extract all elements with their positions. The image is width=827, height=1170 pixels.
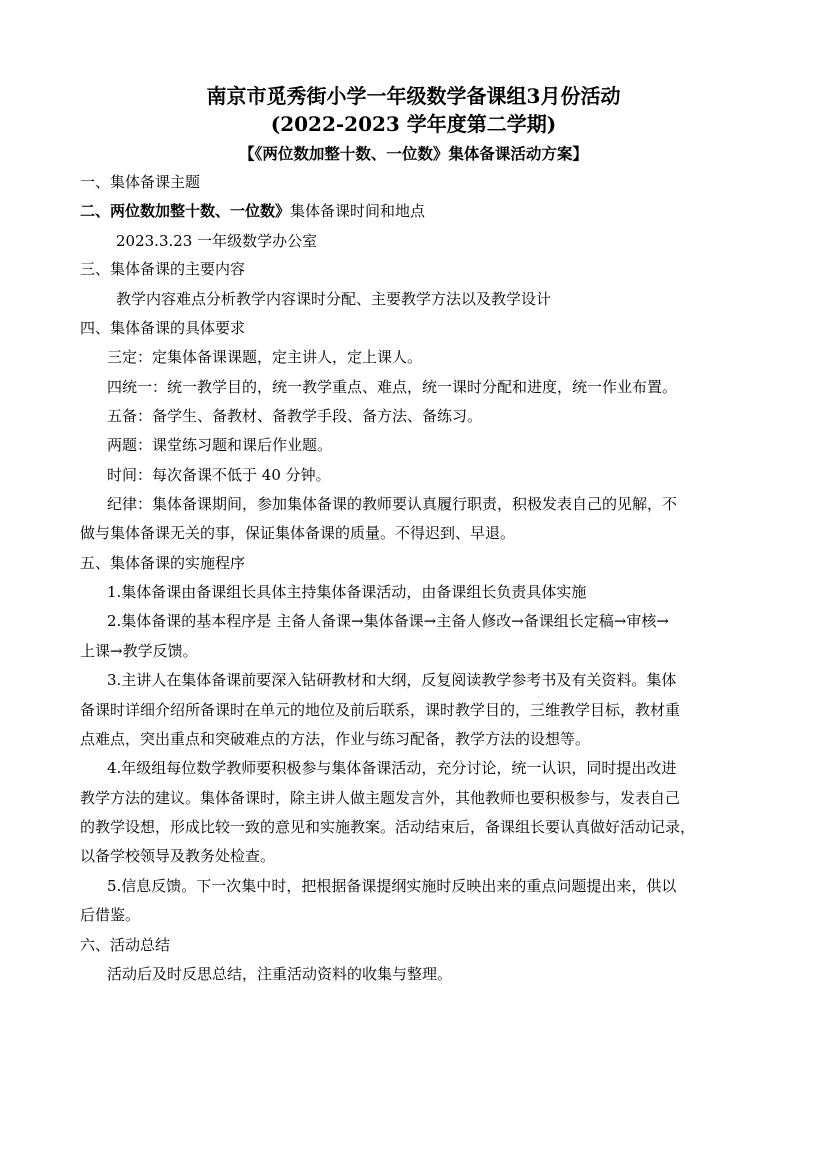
section-5-item-continued: 后借鉴。 <box>80 906 141 924</box>
section-5-item-continued: 教学方法的建议。集体备课时，除主讲人做主题发言外，其他教师也要积极参与，发表自己 <box>80 789 681 807</box>
section-5-item-continued: 上课→教学反馈。 <box>80 642 198 660</box>
section-5-item: 4.年级组每位数学教师要积极参与集体备课活动，充分讨论，统一认识，同时提出改进 <box>107 759 677 777</box>
section-2-heading-bold: 二、两位数加整十数、一位数》 <box>80 202 291 220</box>
section-4-heading: 四、集体备课的具体要求 <box>80 319 246 337</box>
section-5-item-continued: 以备学校领导及教务处检查。 <box>80 847 276 865</box>
section-2-body: 2023.3.23 一年级数学办公室 <box>116 232 318 250</box>
section-2-heading <box>80 200 425 222</box>
section-5-item-continued: 点难点，突出重点和突破难点的方法，作业与练习配备，教学方法的设想等。 <box>80 730 591 748</box>
section-6-body: 活动后及时反思总结，注重活动资料的收集与整理。 <box>107 965 453 983</box>
section-5-item: 3.主讲人在集体备课前要深入钻研教材和大纲，反复阅读教学参考书及有关资料。集体 <box>107 671 677 689</box>
section-2-heading-rest: 集体备课时间和地点 <box>290 202 426 220</box>
document-title: 南京市觅秀街小学一年级数学备课组3月份活动 <box>206 84 621 108</box>
section-5-item: 5.信息反馈。下一次集中时，把根据备课提纲实施时反映出来的重点问题提出来，供以 <box>107 877 677 895</box>
document-subtitle-plan: 【《两位数加整十数、一位数》集体备课活动方案】 <box>239 144 588 163</box>
section-6-heading: 六、活动总结 <box>80 936 171 954</box>
section-3-heading: 三、集体备课的主要内容 <box>80 260 246 278</box>
section-4-item-continued: 做与集体备课无关的事，保证集体备课的质量。不得迟到、早退。 <box>80 524 516 542</box>
section-5-item: 2.集体备课的基本程序是 主备人备课→集体备课→主备人修改→备课组长定稿→审核→ <box>107 612 669 630</box>
section-1-heading: 一、集体备课主题 <box>80 173 201 191</box>
section-4-item: 三定：定集体备课课题，定主讲人，定上课人。 <box>107 348 423 366</box>
section-5-item-continued: 备课时详细介绍所备课时在单元的地位及前后联系，课时教学目的，三维教学目标，教材重 <box>80 701 681 719</box>
section-5-heading: 五、集体备课的实施程序 <box>80 554 246 572</box>
document-subtitle-term: (2022-2023 学年度第二学期) <box>270 112 557 136</box>
section-4-item: 两题：课堂练习题和课后作业题。 <box>107 436 333 454</box>
section-4-item: 四统一：统一教学目的，统一教学重点、难点，统一课时分配和进度，统一作业布置。 <box>107 378 678 396</box>
section-4-item: 时间：每次备课不低于 40 分钟。 <box>107 466 331 484</box>
section-3-body: 教学内容难点分析教学内容课时分配、主要教学方法以及教学设计 <box>116 290 552 308</box>
section-4-item: 纪律：集体备课期间，参加集体备课的教师要认真履行职责，积极发表自己的见解，不 <box>107 495 678 513</box>
section-4-item: 五备：备学生、备教材、备教学手段、备方法、备练习。 <box>107 407 483 425</box>
section-5-item: 1.集体备课由备课组长具体主持集体备课活动，由备课组长负责具体实施 <box>107 583 587 601</box>
section-5-item-continued: 的教学设想，形成比较一致的意见和实施教案。活动结束后，备课组长要认真做好活动记录， <box>80 818 696 836</box>
